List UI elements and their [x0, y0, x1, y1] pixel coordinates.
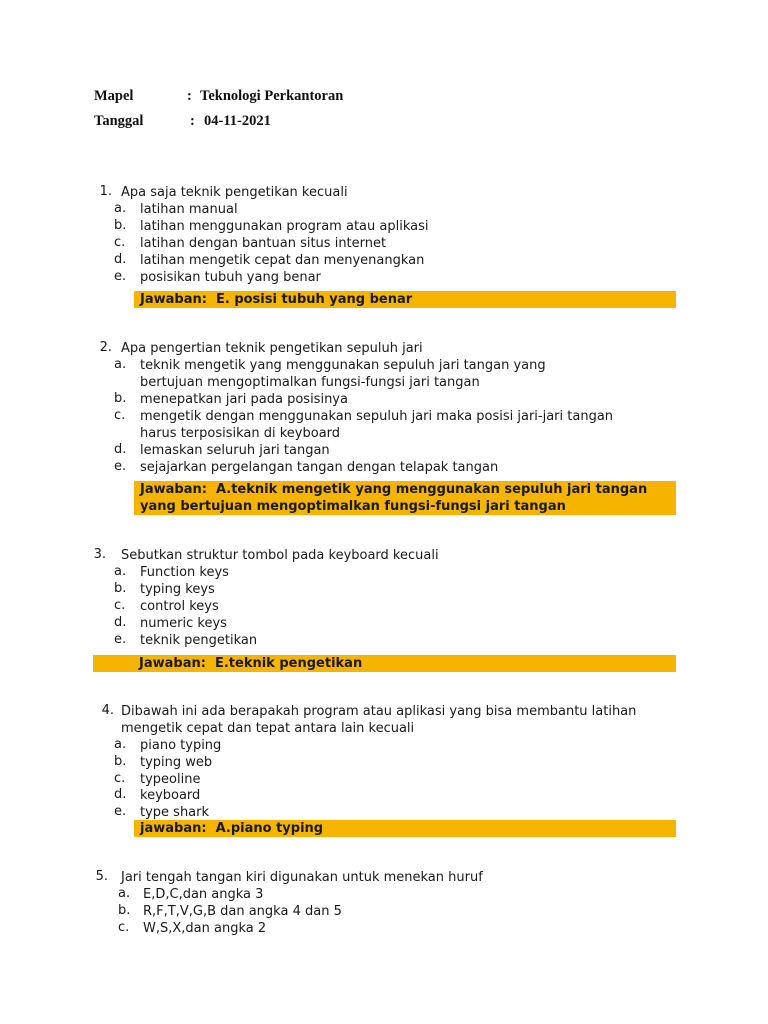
- option-text: keyboard: [140, 788, 201, 803]
- option-letter: b.: [114, 581, 127, 596]
- question-text: Apa saja teknik pengetikan kecuali: [121, 185, 348, 200]
- option-text: teknik mengetik yang menggunakan sepuluh jari tangan yang bertujuan mengoptimalkan fungsi-fungsi jari tangan: [140, 358, 550, 390]
- option-text: latihan menggunakan program atau aplikasi: [140, 219, 429, 234]
- option-letter: d.: [114, 787, 127, 802]
- question-number: 4.: [101, 703, 114, 718]
- option-letter: c.: [114, 235, 126, 250]
- option-letter: b.: [114, 754, 127, 769]
- question-text: Sebutkan struktur tombol pada keyboard kecuali: [121, 548, 439, 563]
- option-letter: b.: [114, 391, 127, 406]
- answer-text: jawaban: A.piano typing: [140, 821, 324, 836]
- option-text: posisikan tubuh yang benar: [140, 270, 321, 285]
- option-text: control keys: [140, 599, 219, 614]
- option-text: teknik pengetikan: [140, 633, 258, 648]
- option-text: type shark: [140, 805, 210, 820]
- tanggal-label: Tanggal: [94, 113, 144, 129]
- option-text: mengetik dengan menggunakan sepuluh jari maka posisi jari-jari tangan harus terposisikan di keyboard: [140, 409, 618, 441]
- option-letter: a.: [114, 201, 127, 216]
- option-letter: e.: [114, 269, 127, 284]
- answer-text: Jawaban: E.teknik pengetikan: [139, 656, 363, 671]
- question-text: Jari tengah tangan kiri digunakan untuk menekan huruf: [121, 870, 483, 885]
- tanggal-colon: :: [190, 113, 195, 129]
- option-text: Function keys: [140, 565, 229, 580]
- question-number: 3.: [93, 547, 106, 562]
- option-letter: c.: [114, 771, 126, 786]
- question-text: Dibawah ini ada berapakah program atau aplikasi yang bisa membantu latihan mengetik cepat dan tepat antara lain kecuali: [121, 704, 641, 736]
- option-letter: b.: [114, 218, 127, 233]
- option-letter: c.: [114, 408, 126, 423]
- answer-text: Jawaban: E. posisi tubuh yang benar: [140, 292, 413, 307]
- option-text: menepatkan jari pada posisinya: [140, 392, 348, 407]
- option-letter: a.: [118, 886, 131, 901]
- mapel-value: Teknologi Perkantoran: [200, 88, 344, 104]
- answer-highlight: [93, 655, 676, 672]
- option-text: latihan dengan bantuan situs internet: [140, 236, 387, 251]
- option-text: typeoline: [140, 772, 201, 787]
- option-text: R,F,T,V,G,B dan angka 4 dan 5: [143, 904, 342, 919]
- option-letter: d.: [114, 615, 127, 630]
- option-text: lemaskan seluruh jari tangan: [140, 443, 330, 458]
- option-letter: e.: [114, 632, 127, 647]
- option-letter: d.: [114, 442, 127, 457]
- option-letter: c.: [114, 598, 126, 613]
- answer-highlight: [134, 481, 676, 515]
- question-number: 5.: [95, 869, 108, 884]
- option-text: numeric keys: [140, 616, 227, 631]
- option-letter: a.: [114, 737, 127, 752]
- answer-text: Jawaban: A.teknik mengetik yang menggunakan sepuluh jari tangan yang bertujuan mengoptimalkan fungsi-fungsi jari tangan: [140, 482, 652, 514]
- option-letter: b.: [118, 903, 131, 918]
- tanggal-value: 04-11-2021: [204, 113, 271, 129]
- option-letter: e.: [114, 459, 127, 474]
- option-letter: d.: [114, 252, 127, 267]
- option-text: sejajarkan pergelangan tangan dengan telapak tangan: [140, 460, 499, 475]
- answer-highlight: [134, 291, 676, 308]
- mapel-colon: :: [187, 88, 192, 104]
- option-text: W,S,X,dan angka 2: [143, 921, 267, 936]
- option-letter: a.: [114, 357, 127, 372]
- option-letter: a.: [114, 564, 127, 579]
- question-number: 2.: [99, 340, 112, 355]
- answer-highlight: [134, 820, 676, 837]
- option-text: typing keys: [140, 582, 215, 597]
- option-letter: c.: [118, 920, 130, 935]
- option-text: piano typing: [140, 738, 222, 753]
- option-text: typing web: [140, 755, 213, 770]
- option-letter: e.: [114, 804, 127, 819]
- option-text: latihan manual: [140, 202, 238, 217]
- question-text: Apa pengertian teknik pengetikan sepuluh jari: [121, 341, 423, 356]
- option-text: E,D,C,dan angka 3: [143, 887, 264, 902]
- option-text: latihan mengetik cepat dan menyenangkan: [140, 253, 425, 268]
- question-number: 1.: [99, 184, 112, 199]
- mapel-label: Mapel: [94, 88, 134, 104]
